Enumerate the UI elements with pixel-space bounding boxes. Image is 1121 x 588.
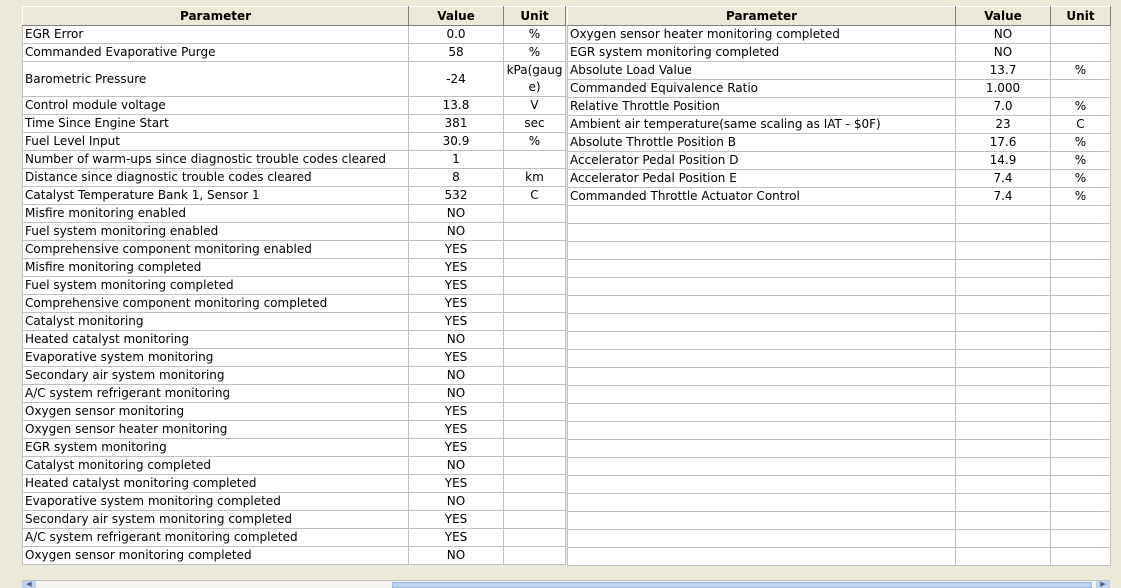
empty-table-row — [568, 440, 1111, 458]
empty-cell — [1051, 332, 1111, 350]
parameter-cell: Evaporative system monitoring — [23, 349, 409, 367]
parameter-cell: Barometric Pressure — [23, 62, 409, 97]
column-header-parameter[interactable]: Parameter — [568, 7, 956, 26]
parameter-cell: Comprehensive component monitoring completed — [23, 295, 409, 313]
empty-cell — [956, 440, 1051, 458]
table-row[interactable] — [23, 331, 566, 349]
unit-cell: kPa(gauge) — [504, 62, 566, 97]
value-cell: NO — [409, 223, 504, 241]
empty-table-row — [568, 476, 1111, 494]
parameter-cell: Accelerator Pedal Position D — [568, 152, 956, 170]
unit-cell — [504, 493, 566, 511]
empty-cell — [568, 458, 956, 476]
column-header-value[interactable]: Value — [409, 7, 504, 26]
table-row[interactable] — [568, 44, 1111, 62]
value-cell: NO — [956, 26, 1051, 44]
parameter-cell: Number of warm-ups since diagnostic trouble codes cleared — [23, 151, 409, 169]
empty-cell — [956, 458, 1051, 476]
parameter-cell: Commanded Throttle Actuator Control — [568, 188, 956, 206]
table-row[interactable] — [23, 151, 566, 169]
table-body-left — [23, 26, 566, 565]
table-row[interactable] — [23, 115, 566, 133]
empty-table-row — [568, 368, 1111, 386]
unit-cell — [504, 313, 566, 331]
parameter-cell: Accelerator Pedal Position E — [568, 170, 956, 188]
parameter-cell: Commanded Equivalence Ratio — [568, 80, 956, 98]
empty-cell — [568, 512, 956, 530]
empty-table-row — [568, 458, 1111, 476]
unit-cell: % — [1051, 98, 1111, 116]
empty-table-row — [568, 206, 1111, 224]
unit-cell — [504, 403, 566, 421]
unit-cell: % — [504, 44, 566, 62]
value-cell: YES — [409, 241, 504, 259]
empty-cell — [956, 332, 1051, 350]
unit-cell: % — [1051, 62, 1111, 80]
value-cell: NO — [409, 493, 504, 511]
unit-cell: sec — [504, 115, 566, 133]
parameter-cell: Fuel system monitoring completed — [23, 277, 409, 295]
column-header-value[interactable]: Value — [956, 7, 1051, 26]
table-row[interactable] — [23, 529, 566, 547]
empty-cell — [1051, 530, 1111, 548]
empty-cell — [956, 278, 1051, 296]
table-header-row — [568, 7, 1111, 26]
empty-table-row — [568, 494, 1111, 512]
table-row[interactable] — [23, 241, 566, 259]
parameter-cell: Heated catalyst monitoring — [23, 331, 409, 349]
value-cell: YES — [409, 439, 504, 457]
value-cell: 17.6 — [956, 134, 1051, 152]
parameter-cell: Secondary air system monitoring — [23, 367, 409, 385]
table-row[interactable] — [23, 385, 566, 403]
unit-cell — [1051, 44, 1111, 62]
empty-cell — [1051, 386, 1111, 404]
table-row[interactable] — [568, 188, 1111, 206]
empty-cell — [956, 386, 1051, 404]
parameter-cell: Evaporative system monitoring completed — [23, 493, 409, 511]
empty-cell — [568, 260, 956, 278]
table-row[interactable] — [23, 277, 566, 295]
value-cell: YES — [409, 511, 504, 529]
empty-cell — [568, 548, 956, 566]
table-row[interactable] — [23, 62, 566, 97]
empty-cell — [568, 350, 956, 368]
empty-cell — [1051, 404, 1111, 422]
table-row[interactable] — [568, 134, 1111, 152]
table-body-right — [568, 26, 1111, 566]
unit-cell: % — [504, 133, 566, 151]
unit-cell: % — [1051, 134, 1111, 152]
unit-cell — [504, 151, 566, 169]
column-header-unit[interactable]: Unit — [504, 7, 566, 26]
table-row[interactable] — [23, 259, 566, 277]
parameter-cell: Catalyst monitoring — [23, 313, 409, 331]
value-cell: YES — [409, 259, 504, 277]
value-cell: NO — [409, 331, 504, 349]
table-row[interactable] — [568, 170, 1111, 188]
empty-cell — [1051, 440, 1111, 458]
unit-cell — [504, 205, 566, 223]
parameter-cell: Catalyst Temperature Bank 1, Sensor 1 — [23, 187, 409, 205]
empty-table-row — [568, 548, 1111, 566]
table-row[interactable] — [23, 403, 566, 421]
empty-cell — [568, 386, 956, 404]
empty-table-row — [568, 296, 1111, 314]
column-header-unit[interactable]: Unit — [1051, 7, 1111, 26]
unit-cell — [504, 511, 566, 529]
empty-cell — [568, 296, 956, 314]
empty-table-row — [568, 242, 1111, 260]
value-cell: 13.7 — [956, 62, 1051, 80]
empty-cell — [956, 350, 1051, 368]
parameter-cell: Oxygen sensor heater monitoring completed — [568, 26, 956, 44]
value-cell: 381 — [409, 115, 504, 133]
empty-cell — [956, 512, 1051, 530]
empty-cell — [956, 476, 1051, 494]
empty-cell — [1051, 242, 1111, 260]
empty-cell — [1051, 278, 1111, 296]
parameter-cell: Control module voltage — [23, 97, 409, 115]
unit-cell — [504, 277, 566, 295]
value-cell: 30.9 — [409, 133, 504, 151]
unit-cell — [504, 457, 566, 475]
value-cell: 23 — [956, 116, 1051, 134]
empty-table-row — [568, 386, 1111, 404]
parameter-cell: Misfire monitoring completed — [23, 259, 409, 277]
value-cell: YES — [409, 313, 504, 331]
value-cell: NO — [409, 547, 504, 565]
empty-cell — [568, 332, 956, 350]
table-row[interactable] — [568, 152, 1111, 170]
empty-cell — [956, 296, 1051, 314]
value-cell: 14.9 — [956, 152, 1051, 170]
value-cell: 1.000 — [956, 80, 1051, 98]
unit-cell — [504, 421, 566, 439]
value-cell: 7.0 — [956, 98, 1051, 116]
empty-cell — [956, 368, 1051, 386]
parameter-cell: Relative Throttle Position — [568, 98, 956, 116]
scroll-left-arrow-icon[interactable]: ◀ — [22, 581, 36, 588]
table-row[interactable] — [568, 80, 1111, 98]
empty-cell — [568, 206, 956, 224]
empty-cell — [568, 314, 956, 332]
parameter-cell: A/C system refrigerant monitoring — [23, 385, 409, 403]
value-cell: YES — [409, 295, 504, 313]
parameter-cell: Heated catalyst monitoring completed — [23, 475, 409, 493]
table-row[interactable] — [23, 547, 566, 565]
empty-cell — [568, 530, 956, 548]
empty-cell — [1051, 296, 1111, 314]
left-gutter — [0, 6, 20, 578]
table-row[interactable] — [23, 44, 566, 62]
value-cell: -24 — [409, 62, 504, 97]
table-row[interactable] — [23, 367, 566, 385]
value-cell: NO — [409, 367, 504, 385]
empty-cell — [956, 314, 1051, 332]
table-row[interactable] — [23, 475, 566, 493]
value-cell: YES — [409, 403, 504, 421]
parameter-cell: Time Since Engine Start — [23, 115, 409, 133]
table-row[interactable] — [568, 62, 1111, 80]
table-row[interactable] — [23, 439, 566, 457]
unit-cell: % — [1051, 152, 1111, 170]
scroll-right-arrow-icon[interactable]: ▶ — [1096, 581, 1110, 588]
table-row[interactable] — [568, 98, 1111, 116]
table-row[interactable] — [23, 295, 566, 313]
value-cell: YES — [409, 529, 504, 547]
empty-cell — [568, 440, 956, 458]
value-cell: 532 — [409, 187, 504, 205]
empty-cell — [1051, 494, 1111, 512]
parameter-cell: Absolute Load Value — [568, 62, 956, 80]
empty-cell — [956, 260, 1051, 278]
table-row[interactable] — [23, 457, 566, 475]
value-cell: 58 — [409, 44, 504, 62]
value-cell: 8 — [409, 169, 504, 187]
unit-cell: C — [1051, 116, 1111, 134]
unit-cell — [504, 367, 566, 385]
empty-cell — [1051, 224, 1111, 242]
empty-cell — [956, 494, 1051, 512]
empty-cell — [568, 242, 956, 260]
unit-cell: V — [504, 97, 566, 115]
empty-cell — [1051, 458, 1111, 476]
empty-cell — [1051, 368, 1111, 386]
table-row[interactable] — [568, 26, 1111, 44]
empty-cell — [956, 422, 1051, 440]
table-row[interactable] — [23, 421, 566, 439]
empty-cell — [1051, 548, 1111, 566]
empty-cell — [568, 368, 956, 386]
empty-cell — [1051, 260, 1111, 278]
unit-cell: km — [504, 169, 566, 187]
table-row[interactable] — [23, 205, 566, 223]
table-row[interactable] — [23, 313, 566, 331]
empty-cell — [956, 242, 1051, 260]
table-row[interactable] — [23, 349, 566, 367]
unit-cell — [504, 385, 566, 403]
value-cell: YES — [409, 277, 504, 295]
empty-cell — [956, 404, 1051, 422]
empty-cell — [956, 530, 1051, 548]
empty-table-row — [568, 224, 1111, 242]
empty-table-row — [568, 512, 1111, 530]
parameter-cell: Oxygen sensor monitoring completed — [23, 547, 409, 565]
unit-cell — [504, 223, 566, 241]
empty-cell — [956, 224, 1051, 242]
parameter-cell: EGR system monitoring — [23, 439, 409, 457]
empty-table-row — [568, 422, 1111, 440]
parameter-cell: Commanded Evaporative Purge — [23, 44, 409, 62]
table-row[interactable] — [23, 133, 566, 151]
table-row[interactable] — [23, 223, 566, 241]
parameter-cell: Distance since diagnostic trouble codes cleared — [23, 169, 409, 187]
empty-table-row — [568, 404, 1111, 422]
empty-cell — [568, 476, 956, 494]
parameter-cell: A/C system refrigerant monitoring completed — [23, 529, 409, 547]
scrollbar-thumb[interactable] — [392, 582, 1092, 588]
empty-cell — [1051, 350, 1111, 368]
table-row[interactable] — [23, 511, 566, 529]
value-cell: NO — [409, 457, 504, 475]
parameter-cell: EGR system monitoring completed — [568, 44, 956, 62]
column-header-parameter[interactable]: Parameter — [23, 7, 409, 26]
value-cell: NO — [409, 205, 504, 223]
empty-cell — [568, 494, 956, 512]
value-cell: YES — [409, 349, 504, 367]
value-cell: 13.8 — [409, 97, 504, 115]
parameter-cell: Comprehensive component monitoring enabled — [23, 241, 409, 259]
empty-table-row — [568, 278, 1111, 296]
value-cell: NO — [409, 385, 504, 403]
empty-cell — [956, 548, 1051, 566]
table-header-row — [23, 7, 566, 26]
parameter-cell: Misfire monitoring enabled — [23, 205, 409, 223]
empty-cell — [568, 224, 956, 242]
unit-cell — [504, 259, 566, 277]
empty-cell — [1051, 206, 1111, 224]
value-cell: 0.0 — [409, 26, 504, 44]
value-cell: NO — [956, 44, 1051, 62]
unit-cell: % — [1051, 170, 1111, 188]
parameter-cell: Ambient air temperature(same scaling as IAT - $0F) — [568, 116, 956, 134]
empty-table-row — [568, 350, 1111, 368]
table-row[interactable] — [23, 187, 566, 205]
parameter-cell: Fuel system monitoring enabled — [23, 223, 409, 241]
empty-cell — [568, 422, 956, 440]
parameter-cell: Fuel Level Input — [23, 133, 409, 151]
parameter-table-right — [567, 6, 1111, 566]
unit-cell — [504, 439, 566, 457]
parameter-cell: Oxygen sensor monitoring — [23, 403, 409, 421]
value-cell: 7.4 — [956, 188, 1051, 206]
unit-cell — [504, 349, 566, 367]
parameter-cell: Absolute Throttle Position B — [568, 134, 956, 152]
empty-cell — [1051, 512, 1111, 530]
empty-table-row — [568, 530, 1111, 548]
unit-cell — [1051, 80, 1111, 98]
value-cell: YES — [409, 421, 504, 439]
empty-cell — [568, 278, 956, 296]
unit-cell — [1051, 26, 1111, 44]
unit-cell — [504, 547, 566, 565]
empty-cell — [1051, 314, 1111, 332]
unit-cell — [504, 295, 566, 313]
empty-table-row — [568, 332, 1111, 350]
unit-cell — [504, 331, 566, 349]
value-cell: 1 — [409, 151, 504, 169]
empty-cell — [1051, 476, 1111, 494]
empty-cell — [568, 404, 956, 422]
unit-cell: % — [504, 26, 566, 44]
value-cell: 7.4 — [956, 170, 1051, 188]
table-row[interactable] — [23, 97, 566, 115]
table-row[interactable] — [23, 26, 566, 44]
table-row[interactable] — [23, 169, 566, 187]
parameter-cell: EGR Error — [23, 26, 409, 44]
parameter-cell: Secondary air system monitoring completed — [23, 511, 409, 529]
unit-cell: % — [1051, 188, 1111, 206]
table-row[interactable] — [23, 493, 566, 511]
unit-cell — [504, 475, 566, 493]
parameter-cell: Oxygen sensor heater monitoring — [23, 421, 409, 439]
parameter-cell: Catalyst monitoring completed — [23, 457, 409, 475]
empty-cell — [1051, 422, 1111, 440]
empty-table-row — [568, 260, 1111, 278]
unit-cell: C — [504, 187, 566, 205]
parameter-table-left — [22, 6, 566, 565]
unit-cell — [504, 241, 566, 259]
empty-table-row — [568, 314, 1111, 332]
empty-cell — [956, 206, 1051, 224]
value-cell: YES — [409, 475, 504, 493]
table-row[interactable] — [568, 116, 1111, 134]
unit-cell — [504, 529, 566, 547]
